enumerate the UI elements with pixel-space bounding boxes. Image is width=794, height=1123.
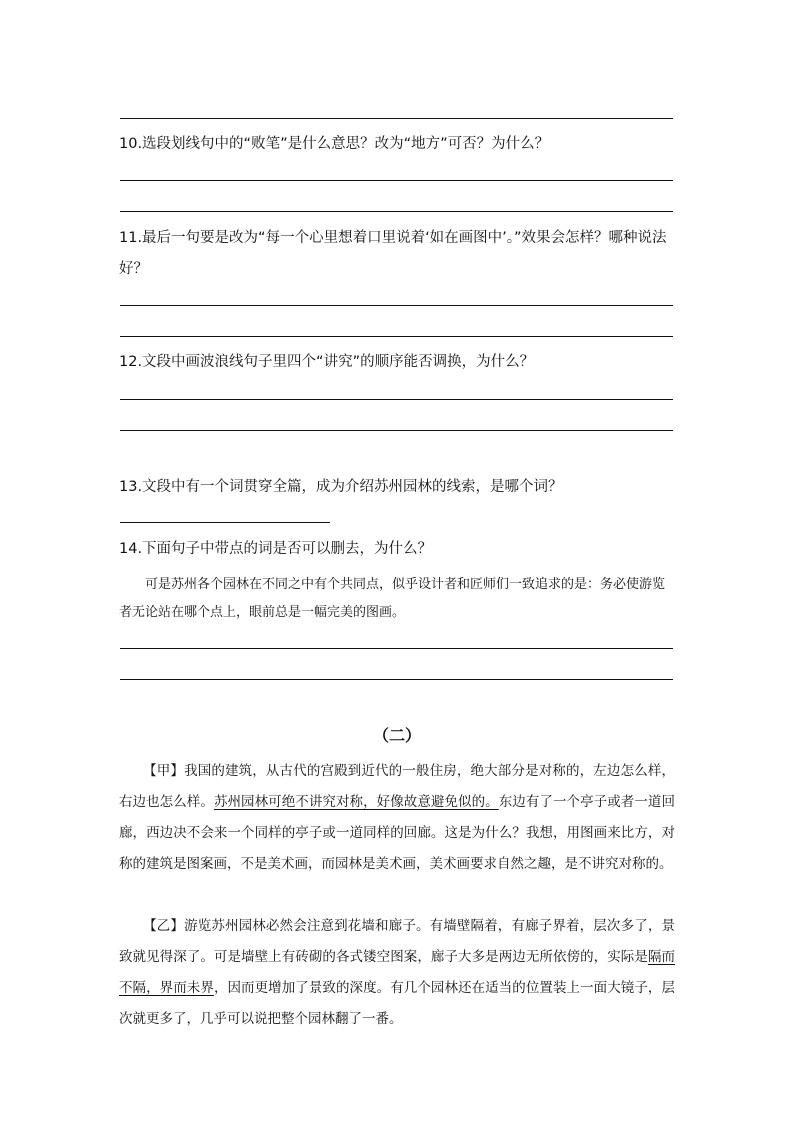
answer-line [120, 522, 330, 523]
answer-line [120, 430, 673, 431]
answer-line [120, 648, 673, 649]
question-10: 10.选段划线句中的“败笔”是什么意思？改为“地方”可否？为什么？ [119, 136, 550, 152]
answer-line [120, 679, 673, 680]
question-11-line1: 11.最后一句要是改为“每一个心里想着口里说着‘如在画图中’。”效果会怎样？哪种说法 [119, 230, 667, 246]
passage-jia: 【甲】我国的建筑，从古代的宫殿到近代的一般住房，绝大部分是对称的，左边怎么样，右边也怎么样。苏州园林可绝不讲究对称，好像故意避免似的。东边有了一个亭子或者一道回廊，西边决不会来一个同样的亭子或一道同样的回廊。这是为什么？我想，用图画来比方，对称的建筑是图案画，不是美术画，而园林是美术画，美术画要求自然之趣，是不讲究对称的。 [119, 763, 675, 872]
answer-line [120, 336, 673, 337]
answer-line [120, 211, 673, 212]
section-title: （二） [372, 726, 421, 745]
answer-line [120, 118, 673, 119]
question-12: 12.文段中画波浪线句子里四个“讲究”的顺序能否调换，为什么？ [119, 354, 535, 370]
underlined-sentence: 苏州园林可绝不讲究对称，好像故意避免似的。 [213, 794, 499, 810]
question-11-line2: 好？ [119, 261, 148, 277]
question-14: 14.下面句子中带点的词是否可以删去，为什么？ [119, 541, 433, 557]
underlined-phrase: 隔而不隔，界而未界 [119, 949, 675, 996]
passage-yi: 【乙】游览苏州园林必然会注意到花墙和廊子。有墙壁隔着，有廊子界着，层次多了，景致就见得深了。可是墙壁上有砖砌的各式镂空图案，廊子大多是两边无所依傍的，实际是隔而不隔，界而未界，因而更增加了景致的深度。有几个园林还在适当的位置装上一面大镜子，层次就更多了，几乎可以说把整个园林翻了一番。 [119, 918, 675, 1027]
answer-line [120, 399, 673, 400]
answer-line [120, 180, 673, 181]
quoted-sentence: 可是苏州各个园林在不同之中有个共同点，似乎设计者和匠师们一致追求的是：务必使游览者无论站在哪个点上，眼前总是一幅完美的图画。 [119, 577, 666, 620]
question-13: 13.文段中有一个词贯穿全篇，成为介绍苏州园林的线索，是哪个词？ [119, 479, 563, 495]
answer-line [120, 305, 673, 306]
